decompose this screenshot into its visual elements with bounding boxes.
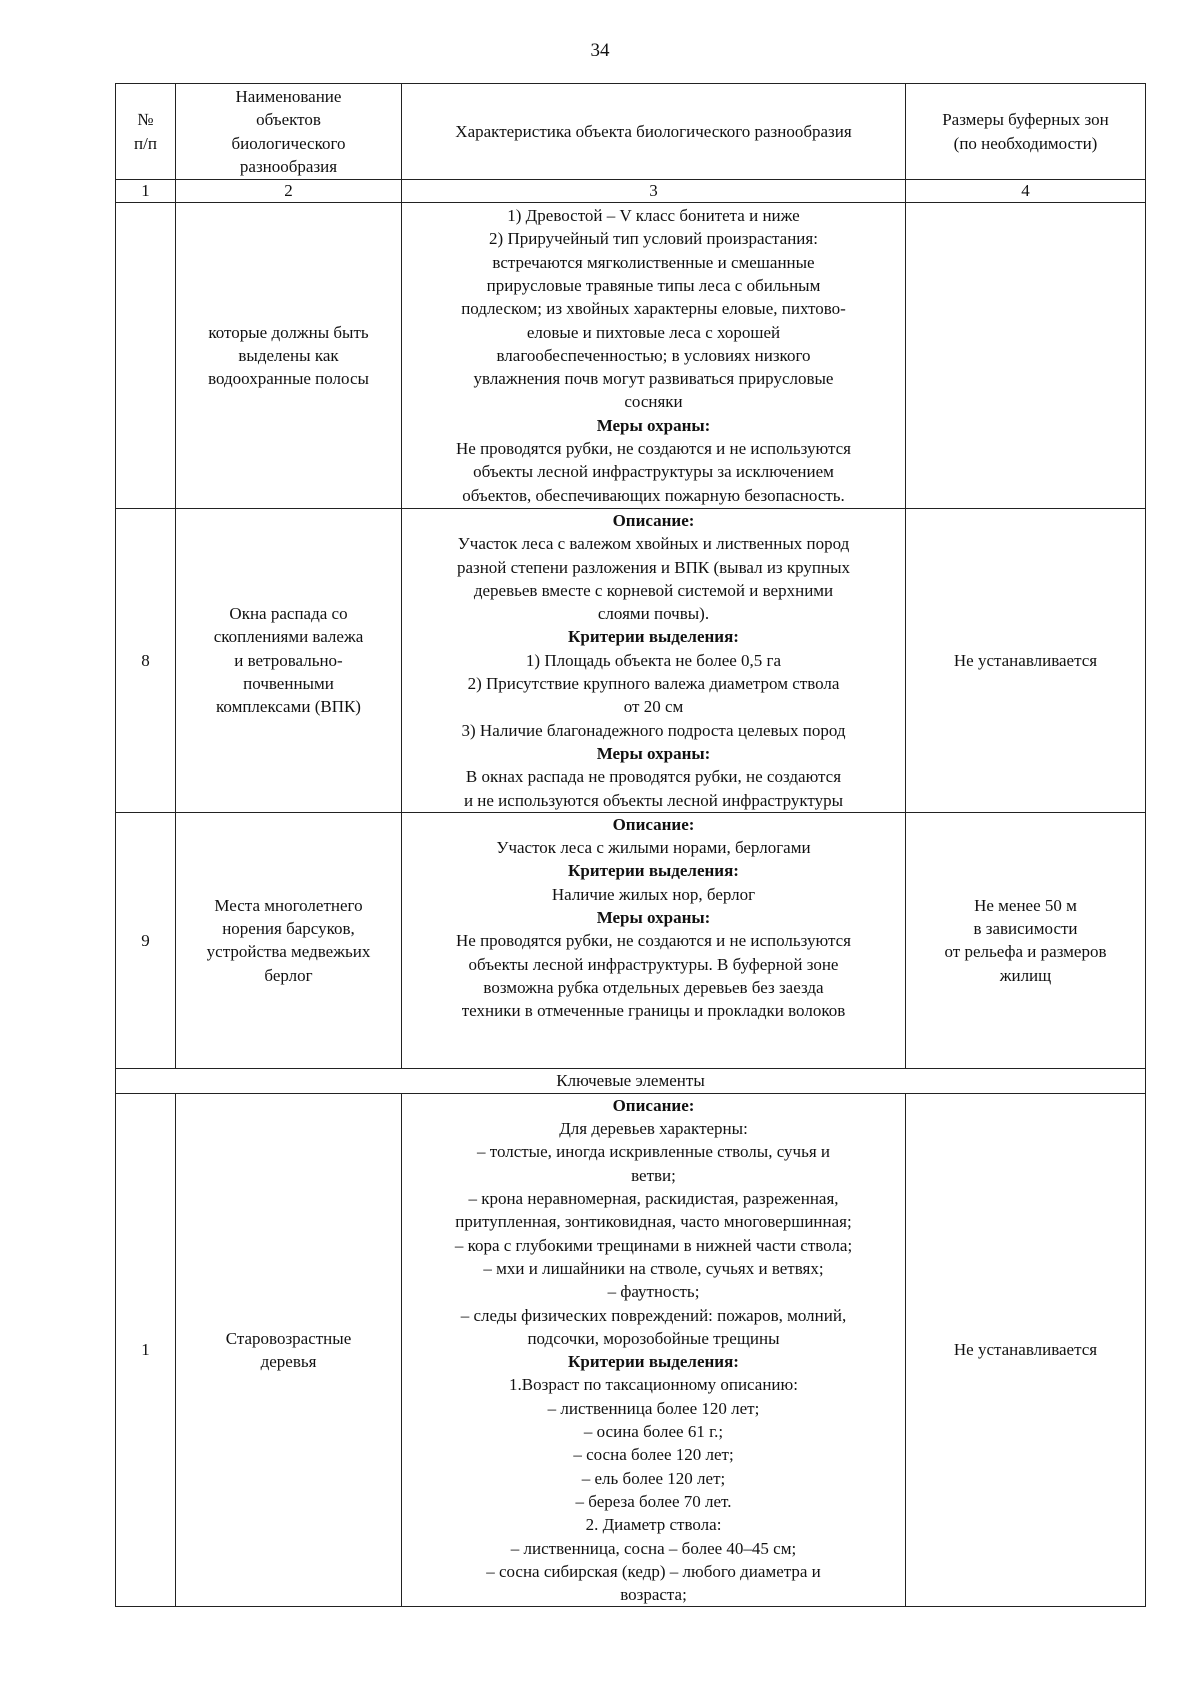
row-name	[176, 203, 402, 509]
subheading-text: Меры охраны:	[596, 743, 711, 763]
subheading-text: Меры охраны:	[596, 908, 711, 928]
text-line: Не проводятся рубки, не создаются и не используются	[456, 931, 851, 951]
text-line: Не менее 50 м	[974, 895, 1077, 915]
text-line: и ветровально-	[234, 650, 343, 670]
text-line: от рельефа и размеров	[944, 942, 1107, 962]
text-line: – толстые, иногда искривленные стволы, сучья и	[476, 1142, 831, 1162]
table-row	[116, 812, 1146, 1068]
subheading-text: Описание:	[612, 511, 695, 530]
header-characteristic	[402, 84, 906, 180]
text-line: сосняки	[624, 392, 683, 412]
header-num	[116, 84, 176, 180]
text-line: объекты лесной инфраструктуры за исключением	[473, 462, 834, 482]
biodiversity-table	[115, 83, 1146, 1607]
row-buffer	[906, 509, 1146, 813]
row-num: 1	[116, 1093, 176, 1607]
page-number: 34	[590, 40, 610, 61]
row-buffer	[906, 812, 1146, 1068]
table-row	[116, 1093, 1146, 1607]
text-line: 1.Возраст по таксационному описанию:	[509, 1375, 798, 1395]
subheading-text: Меры охраны:	[596, 415, 711, 435]
row-description	[402, 509, 906, 813]
subheading-text: Описание:	[612, 814, 695, 834]
subheading-text: Критерии выделения:	[568, 1352, 739, 1372]
text-line: притупленная, зонтиковидная, часто многовершинная;	[455, 1212, 852, 1232]
text-line: Не устанавливается	[953, 1340, 1098, 1360]
text-line: 1) Древостой – V класс бонитета и ниже	[507, 206, 800, 226]
subheading-text: Критерии выделения:	[568, 627, 739, 647]
text-line: берлог	[264, 965, 313, 985]
text-line: Наличие жилых нор, берлог	[551, 884, 756, 904]
text-line: №	[137, 110, 154, 130]
text-line: (по необходимости)	[953, 133, 1098, 153]
text-line: комплексами (ВПК)	[216, 697, 361, 717]
text-line: Не устанавливается	[953, 650, 1098, 670]
text-line: объекты лесной инфраструктуры. В буферной зоне	[468, 954, 839, 974]
text-line: Характеристика объекта биологического разнообразия	[455, 121, 852, 141]
row-buffer	[906, 203, 1146, 509]
header-name	[176, 84, 402, 180]
text-line: от 20 см	[623, 697, 684, 717]
text-line: почвенными	[243, 674, 334, 694]
text-line: – кора с глубокими трещинами в нижней части ствола;	[454, 1235, 853, 1255]
row-description	[402, 1093, 906, 1607]
header-buffer-size	[906, 84, 1146, 180]
text-line: подсочки, морозобойные трещины	[527, 1328, 780, 1348]
column-number: 4	[906, 180, 1146, 203]
text-line: и не используются объекты лесной инфраструктуры	[463, 790, 844, 810]
text-line: 1) Площадь объекта не более 0,5 га	[525, 650, 782, 670]
table-row	[116, 509, 1146, 813]
text-line: – мхи и лишайники на стволе, сучьях и ветвях;	[483, 1258, 824, 1278]
column-number: 3	[402, 180, 906, 203]
text-line: Размеры буферных зон	[942, 110, 1109, 130]
row-description	[402, 812, 906, 1068]
text-line: Старовозрастные	[225, 1328, 352, 1348]
text-line: 2. Диаметр ствола:	[585, 1515, 722, 1535]
text-line: – осина более 61 г.;	[583, 1422, 724, 1442]
text-line: – лиственница более 120 лет;	[547, 1398, 760, 1418]
text-line: влагообеспеченностью; в условиях низкого	[496, 345, 811, 365]
text-line: – следы физических повреждений: пожаров, молний,	[460, 1305, 847, 1325]
text-line: – крона неравномерная, раскидистая, разреженная,	[468, 1189, 839, 1209]
table-header-row	[116, 84, 1146, 180]
text-line: возможна рубка отдельных деревьев без заезда	[483, 977, 824, 997]
column-number: 2	[176, 180, 402, 203]
text-line: возраста;	[620, 1585, 687, 1605]
row-num	[116, 203, 176, 509]
text-line: водоохранные полосы	[208, 369, 369, 389]
text-line: 2) Присутствие крупного валежа диаметром ствола	[467, 674, 840, 694]
text-line: норения барсуков,	[222, 919, 355, 939]
row-name	[176, 509, 402, 813]
text-line: скоплениями валежа	[213, 627, 364, 647]
section-header-row	[116, 1068, 1146, 1093]
text-line: ветви;	[631, 1165, 676, 1185]
text-line: объектов, обеспечивающих пожарную безопасность.	[462, 485, 845, 505]
text-line: Окна распада со	[229, 604, 348, 624]
row-name	[176, 1093, 402, 1607]
row-num: 8	[116, 509, 176, 813]
text-line: слоями почвы).	[597, 604, 710, 624]
text-line: еловые и пихтовые леса с хорошей	[526, 322, 781, 342]
text-line: Не проводятся рубки, не создаются и не используются	[456, 439, 851, 459]
text-line: увлажнения почв могут развиваться прирусловые	[473, 369, 834, 389]
text-line: подлеском; из хвойных характерны еловые, пихтово-	[461, 299, 846, 319]
row-name	[176, 812, 402, 1068]
text-line: разной степени разложения и ВПК (вывал из крупных	[456, 557, 851, 577]
text-line: деревьев вместе с корневой системой и верхними	[473, 580, 834, 600]
text-line: – лиственница, сосна – более 40–45 см;	[510, 1538, 797, 1558]
row-buffer	[906, 1093, 1146, 1607]
text-line: встречаются мягколиственные и смешанные	[492, 252, 815, 272]
text-line: п/п	[134, 133, 157, 153]
text-line: – сосна сибирская (кедр) – любого диаметра и	[486, 1561, 821, 1581]
section-title: Ключевые элементы	[116, 1068, 1146, 1093]
text-line: биологического	[231, 133, 346, 153]
text-line: прирусловые травяные типы леса с обильным	[486, 275, 821, 295]
text-line: разнообразия	[239, 156, 338, 176]
text-line: деревья	[260, 1352, 317, 1372]
subheading-text: Описание:	[612, 1095, 695, 1115]
text-line: 2) Приручейный тип условий произрастания:	[489, 229, 818, 249]
text-line: – береза более 70 лет.	[575, 1491, 732, 1511]
text-line: Для деревьев характерны:	[559, 1119, 748, 1139]
text-line: – ель более 120 лет;	[581, 1468, 726, 1488]
text-line: Наименование	[235, 86, 342, 106]
subheading-text: Критерии выделения:	[568, 861, 739, 881]
row-num: 9	[116, 812, 176, 1068]
row-description	[402, 203, 906, 509]
text-line: в зависимости	[973, 919, 1078, 939]
text-line: Участок леса с жилыми норами, берлогами	[496, 838, 811, 858]
text-line: жилищ	[999, 965, 1052, 985]
text-line: – фаутность;	[607, 1282, 700, 1302]
text-line: Участок леса с валежом хвойных и лиственных пород	[457, 534, 850, 554]
table-row	[116, 203, 1146, 509]
text-line: техники в отмеченные границы и прокладки волоков	[461, 1001, 846, 1021]
text-line: объектов	[256, 110, 321, 130]
column-number-row	[116, 180, 1146, 203]
text-line: 3) Наличие благонадежного подроста целевых пород	[461, 720, 846, 740]
text-line: выделены как	[238, 345, 339, 365]
text-line: Места многолетнего	[214, 895, 363, 915]
text-line: В окнах распада не проводятся рубки, не создаются	[465, 767, 842, 787]
text-line: – сосна более 120 лет;	[573, 1445, 734, 1465]
column-number: 1	[116, 180, 176, 203]
text-line: устройства медвежьих	[206, 942, 371, 962]
text-line: которые должны быть	[208, 322, 369, 342]
